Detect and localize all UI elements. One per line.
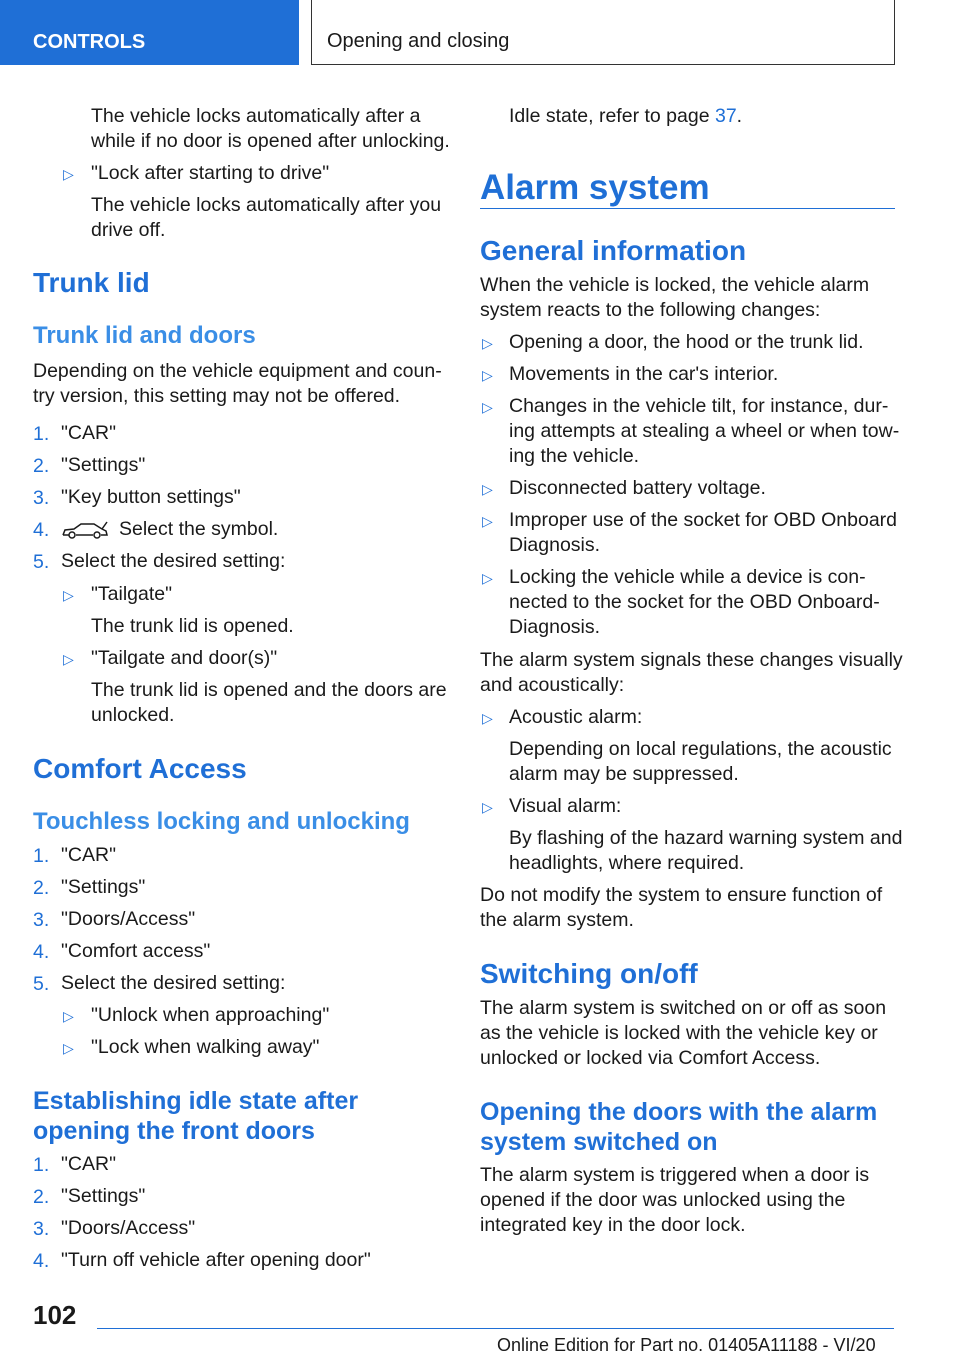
bullet-triangle-icon: ▷ (63, 651, 74, 667)
list-item: "Doors/Access" (61, 1217, 196, 1239)
list-item: "Doors/Access" (61, 908, 196, 930)
heading-underline (480, 208, 895, 209)
list-item: Diagnosis. (509, 616, 601, 638)
step-number: 5. (33, 551, 50, 573)
page-number: 102 (33, 1300, 77, 1330)
step-number: 3. (33, 1218, 50, 1240)
paragraph: The vehicle locks automatically after a (91, 105, 421, 127)
list-item: "Tailgate and door(s)" (91, 647, 278, 669)
paragraph: The trunk lid is opened. (91, 615, 294, 637)
step-number: 3. (33, 487, 50, 509)
paragraph: try version, this setting may not be offered. (33, 385, 401, 407)
bullet-triangle-icon: ▷ (482, 481, 493, 497)
paragraph: The trunk lid is opened and the doors are (91, 679, 447, 701)
list-item: Improper use of the socket for OBD Onboard (509, 509, 898, 531)
list-item: "Key button settings" (61, 486, 241, 508)
paragraph: as the vehicle is locked with the vehicle key or (480, 1022, 878, 1044)
list-item: "Tailgate" (91, 583, 173, 605)
list-item: Locking the vehicle while a device is con- (509, 566, 866, 588)
page-link[interactable]: 37 (714, 105, 737, 127)
step-number: 2. (33, 455, 50, 477)
list-item: "CAR" (61, 1153, 117, 1175)
paragraph: Depending on local regulations, the acoustic (509, 738, 892, 760)
bullet-triangle-icon: ▷ (482, 335, 493, 351)
list-item: Select the desired setting: (61, 550, 286, 572)
list-item: Changes in the vehicle tilt, for instance, dur- (509, 395, 889, 417)
list-item: "Turn off vehicle after opening door" (61, 1249, 371, 1271)
bullet-triangle-icon: ▷ (482, 799, 493, 815)
list-item: nected to the socket for the OBD Onboard- (509, 591, 880, 613)
paragraph (509, 104, 742, 129)
paragraph: The alarm system is triggered when a door is (480, 1164, 870, 1186)
step-number: 4. (33, 941, 50, 963)
list-item: ing the vehicle. (509, 445, 640, 467)
paragraph: opened if the door was unlocked using the (480, 1189, 846, 1211)
paragraph: The alarm system signals these changes visually (480, 649, 903, 671)
paragraph: and acoustically: (480, 674, 625, 696)
step-number: 4. (33, 1250, 50, 1272)
bullet-triangle-icon: ▷ (63, 1008, 74, 1024)
step-number: 4. (33, 519, 50, 541)
heading-idle-state: Establishing idle state after (33, 1087, 359, 1115)
car-tailgate-icon (61, 519, 109, 541)
paragraph: while if no door is opened after unlocking. (91, 130, 450, 152)
chapter-title: Opening and closing (311, 0, 895, 65)
footer-divider (97, 1328, 894, 1329)
bullet-triangle-icon: ▷ (482, 367, 493, 383)
paragraph: The vehicle locks automatically after you (91, 194, 442, 216)
list-item: "Lock after starting to drive" (91, 162, 330, 184)
paragraph: drive off. (91, 219, 166, 241)
list-item: "Comfort access" (61, 940, 211, 962)
bullet-triangle-icon: ▷ (482, 710, 493, 726)
paragraph: alarm may be suppressed. (509, 763, 739, 785)
step-number: 2. (33, 877, 50, 899)
step-number: 5. (33, 973, 50, 995)
paragraph: When the vehicle is locked, the vehicle alarm (480, 274, 870, 296)
page-reference-text: Idle state, refer to page (509, 105, 715, 127)
heading-switching-on-off: Switching on/off (480, 958, 698, 989)
heading-opening-doors-alarm: system switched on (480, 1128, 718, 1156)
list-item: "Lock when walking away" (91, 1036, 320, 1058)
bullet-triangle-icon: ▷ (482, 513, 493, 529)
step-number: 1. (33, 845, 50, 867)
list-item: Opening a door, the hood or the trunk lid. (509, 331, 864, 353)
heading-trunk-lid: Trunk lid (33, 267, 150, 298)
list-item: "Settings" (61, 1185, 146, 1207)
heading-touchless: Touchless locking and unlocking (33, 808, 410, 835)
list-item: ing attempts at stealing a wheel or when tow- (509, 420, 900, 442)
step-number: 3. (33, 909, 50, 931)
paragraph: the alarm system. (480, 909, 634, 931)
heading-general-information: General information (480, 235, 747, 266)
list-item: Select the desired setting: (61, 972, 286, 994)
step-number: 2. (33, 1186, 50, 1208)
list-item-label: Select the symbol. (119, 518, 279, 540)
footer-edition: Online Edition for Part no. 01405A11188 - VI/20 (497, 1335, 876, 1355)
paragraph: unlocked or locked via Comfort Access. (480, 1047, 821, 1069)
step-number: 1. (33, 1154, 50, 1176)
list-item: "Settings" (61, 454, 146, 476)
list-item (61, 517, 278, 542)
bullet-triangle-icon: ▷ (482, 570, 493, 586)
section-tab: CONTROLS (0, 0, 299, 65)
paragraph: headlights, where required. (509, 852, 745, 874)
bullet-triangle-icon: ▷ (63, 587, 74, 603)
step-number: 1. (33, 423, 50, 445)
paragraph: unlocked. (91, 704, 175, 726)
list-item: Acoustic alarm: (509, 706, 643, 728)
paragraph: Depending on the vehicle equipment and coun- (33, 360, 442, 382)
list-item: "CAR" (61, 844, 117, 866)
list-item: Diagnosis. (509, 534, 601, 556)
heading-idle-state: opening the front doors (33, 1117, 315, 1145)
list-item: Disconnected battery voltage. (509, 477, 766, 499)
page-reference-end: . (736, 105, 743, 127)
paragraph: By flashing of the hazard warning system and (509, 827, 903, 849)
list-item: Visual alarm: (509, 795, 622, 817)
heading-alarm-system: Alarm system (480, 168, 710, 207)
heading-opening-doors-alarm: Opening the doors with the alarm (480, 1098, 878, 1126)
paragraph: The alarm system is switched on or off as soon (480, 997, 887, 1019)
bullet-triangle-icon: ▷ (63, 166, 74, 182)
paragraph: integrated key in the door lock. (480, 1214, 746, 1236)
heading-trunk-lid-doors: Trunk lid and doors (33, 322, 256, 349)
list-item: "Settings" (61, 876, 146, 898)
paragraph: Do not modify the system to ensure function of (480, 884, 883, 906)
heading-comfort-access: Comfort Access (33, 753, 247, 784)
list-item: Movements in the car's interior. (509, 363, 779, 385)
list-item: "CAR" (61, 422, 117, 444)
bullet-triangle-icon: ▷ (482, 399, 493, 415)
bullet-triangle-icon: ▷ (63, 1040, 74, 1056)
list-item: "Unlock when approaching" (91, 1004, 330, 1026)
paragraph: system reacts to the following changes: (480, 299, 821, 321)
